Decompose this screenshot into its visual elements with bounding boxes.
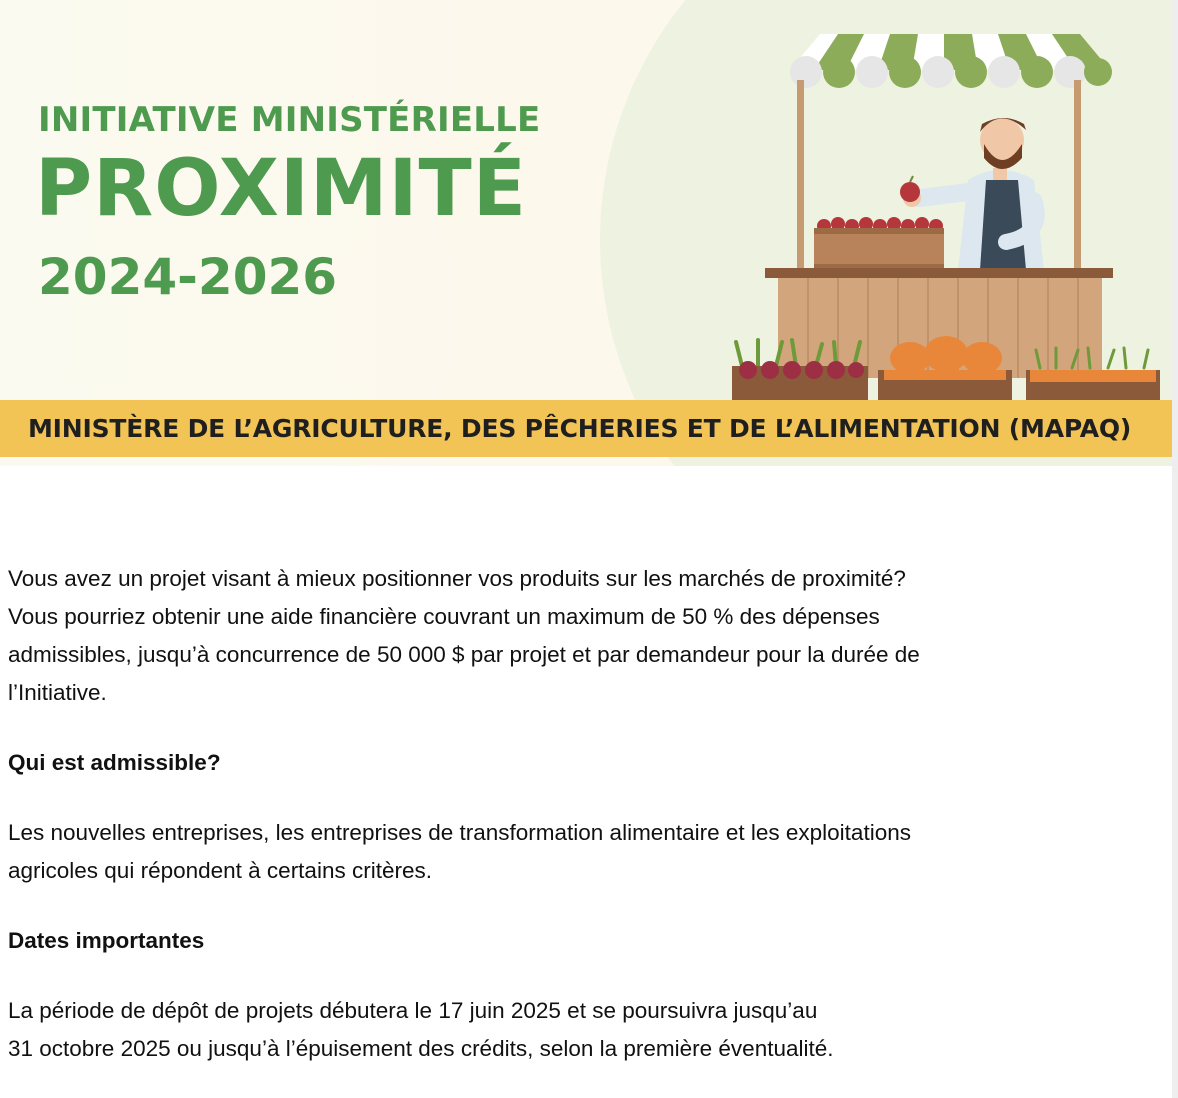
banner-title: PROXIMITÉ: [35, 144, 528, 234]
apple-crate: [814, 217, 944, 270]
intro-paragraph: [8, 560, 1158, 712]
dates-line: 31 octobre 2025 ou jusqu’à l’épuisement des crédits, selon la première éventualité.: [8, 1036, 834, 1061]
banner-years: 2024-2026: [38, 248, 338, 306]
page-edge: [1172, 0, 1178, 1098]
market-stall-icon: [700, 20, 1172, 400]
ministry-name: MINISTÈRE DE L’AGRICULTURE, DES PÊCHERIES ET DE L’ALIMENTATION (MAPAQ): [28, 414, 1132, 443]
dates-paragraph: [8, 992, 1158, 1068]
intro-line: l’Initiative.: [8, 680, 107, 705]
banner-kicker: INITIATIVE MINISTÉRIELLE: [38, 100, 541, 140]
eligibility-paragraph: [8, 814, 1158, 890]
pumpkin-crate: [878, 336, 1012, 400]
dates-heading: Dates importantes: [8, 928, 205, 953]
hero-banner: [0, 0, 1172, 466]
dates-line: La période de dépôt de projets débutera le 17 juin 2025 et se poursuivra jusqu’au: [8, 998, 818, 1023]
eligibility-heading: Qui est admissible?: [8, 750, 221, 775]
main-content: [8, 560, 1158, 1068]
eligibility-line: agricoles qui répondent à certains critères.: [8, 858, 432, 883]
eligibility-line: Les nouvelles entreprises, les entreprises de transformation alimentaire et les exploitations: [8, 820, 911, 845]
intro-line: Vous pourriez obtenir une aide financière couvrant un maximum de 50 % des dépenses: [8, 604, 880, 629]
intro-line: Vous avez un projet visant à mieux positionner vos produits sur les marchés de proximité?: [8, 566, 906, 591]
awning: [790, 34, 1112, 88]
ministry-banner: [0, 400, 1172, 457]
intro-line: admissibles, jusqu’à concurrence de 50 000 $ par projet et par demandeur pour la durée de: [8, 642, 920, 667]
